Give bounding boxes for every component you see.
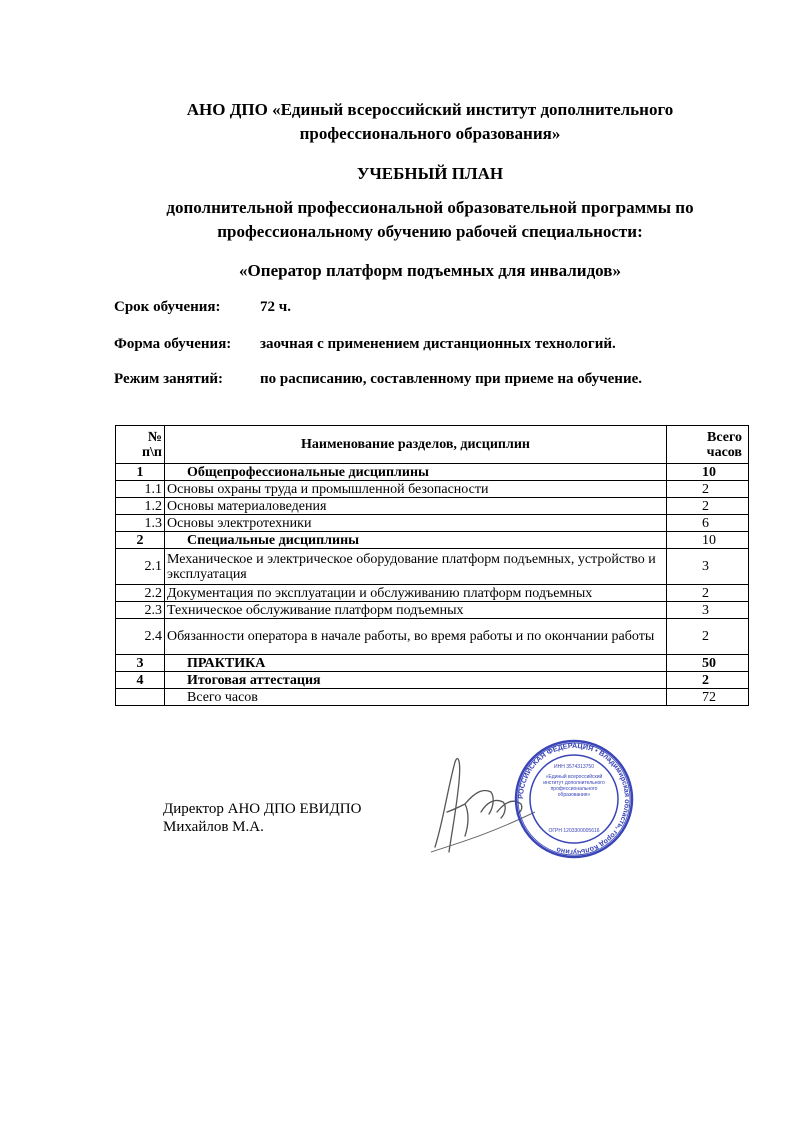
- row-number: 2.4: [116, 619, 165, 655]
- num-column-header: [116, 426, 165, 464]
- program-line-1: дополнительной профессиональной образовательной программы по: [166, 198, 694, 217]
- row-hours: 2: [667, 481, 749, 498]
- organization-stamp: [513, 738, 635, 860]
- row-hours: 3: [667, 602, 749, 619]
- duration-value: 72 ч.: [260, 299, 291, 315]
- row-name: ПРАКТИКА: [165, 655, 667, 672]
- row-number: 3: [116, 655, 165, 672]
- director-name: Михайлов М.А.: [163, 819, 264, 835]
- row-name: Итоговая аттестация: [165, 672, 667, 689]
- row-hours: 6: [667, 515, 749, 532]
- row-hours: 10: [667, 532, 749, 549]
- plan-title: УЧЕБНЫЙ ПЛАН: [356, 164, 504, 183]
- table-header-row: [116, 426, 749, 464]
- name-column-header: Наименование разделов, дисциплин: [165, 426, 667, 464]
- row-hours: 2: [667, 672, 749, 689]
- row-name: Механическое и электрическое оборудование платформ подъемных, устройство и эксплуатация: [165, 549, 667, 585]
- hours-header-line-2: часов: [706, 444, 742, 460]
- table-row: [116, 549, 749, 585]
- row-name: Обязанности оператора в начале работы, во время работы и по окончании работы: [165, 619, 667, 655]
- stamp-inn: ИНН 3574313750: [553, 764, 595, 770]
- org-line-2: профессионального образования»: [299, 124, 561, 143]
- row-name: Основы электротехники: [165, 515, 667, 532]
- row-number: 2.3: [116, 602, 165, 619]
- row-hours: 2: [667, 585, 749, 602]
- table-row: [116, 619, 749, 655]
- row-hours: 50: [667, 655, 749, 672]
- specialty-title: «Оператор платформ подъемных для инвалидов»: [239, 261, 621, 280]
- stamp-center-text: «Единый всероссийский институт дополнительного профессионального образования»: [543, 774, 605, 798]
- director-block: [163, 800, 361, 836]
- mode-label: Режим занятий:: [114, 371, 224, 387]
- table-row: [116, 515, 749, 532]
- row-name: Документация по эксплуатации и обслуживанию платформ подъемных: [165, 585, 667, 602]
- num-header-line-1: №: [147, 429, 162, 445]
- curriculum-table: [115, 425, 749, 706]
- row-number: 4: [116, 672, 165, 689]
- num-header-line-2: п\п: [141, 444, 162, 460]
- director-title: Директор АНО ДПО ЕВИДПО: [163, 801, 362, 817]
- row-number: 1: [116, 464, 165, 481]
- table-row: [116, 602, 749, 619]
- row-name: Техническое обслуживание платформ подъемных: [165, 602, 667, 619]
- table-row: [116, 672, 749, 689]
- stamp-ogrn: ОГРН 1203300005616: [548, 828, 600, 834]
- row-name: Специальные дисциплины: [165, 532, 667, 549]
- row-name: Всего часов: [165, 689, 667, 706]
- form-label: Форма обучения:: [114, 336, 232, 352]
- program-line-2: профессиональному обучению рабочей специальности:: [217, 222, 643, 241]
- row-hours: 10: [667, 464, 749, 481]
- hours-column-header: [667, 426, 749, 464]
- row-number: 1.3: [116, 515, 165, 532]
- duration-label: Срок обучения:: [114, 299, 221, 315]
- row-number: 2: [116, 532, 165, 549]
- organization-header: [90, 98, 770, 146]
- stamp-outer-text: РОССИЙСКАЯ ФЕДЕРАЦИЯ • Владимирская область, город Кольчугино: [515, 740, 633, 858]
- row-name: Основы охраны труда и промышленной безопасности: [165, 481, 667, 498]
- table-row: [116, 464, 749, 481]
- table-row: [116, 585, 749, 602]
- row-number: 1.2: [116, 498, 165, 515]
- row-number: 2.1: [116, 549, 165, 585]
- row-number: [116, 689, 165, 706]
- table-row: [116, 655, 749, 672]
- row-hours: 3: [667, 549, 749, 585]
- form-value: заочная с применением дистанционных технологий.: [260, 336, 616, 352]
- mode-value: по расписанию, составленному при приеме на обучение.: [260, 371, 642, 387]
- table-row: [116, 498, 749, 515]
- row-hours: 2: [667, 619, 749, 655]
- row-hours: 2: [667, 498, 749, 515]
- row-number: 1.1: [116, 481, 165, 498]
- table-row: [116, 532, 749, 549]
- org-line-1: АНО ДПО «Единый всероссийский институт дополнительного: [186, 100, 674, 119]
- row-name: Общепрофессиональные дисциплины: [165, 464, 667, 481]
- row-name: Основы материаловедения: [165, 498, 667, 515]
- row-number: 2.2: [116, 585, 165, 602]
- program-description: [90, 196, 770, 244]
- table-row: [116, 481, 749, 498]
- hours-header-line-1: Всего: [707, 429, 742, 445]
- table-row: [116, 689, 749, 706]
- row-hours: 72: [667, 689, 749, 706]
